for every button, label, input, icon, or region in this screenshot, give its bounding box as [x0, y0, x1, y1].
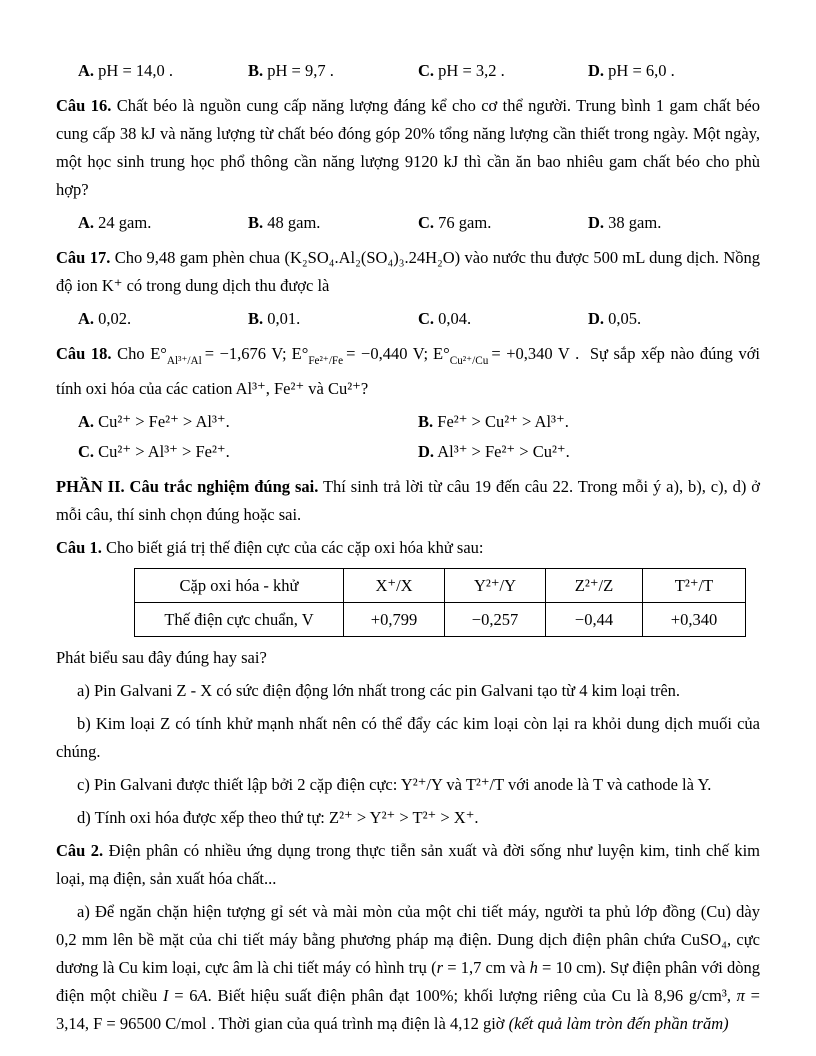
statement-a-text: . Biết hiệu suất điện phân đạt 100%; khối lượng riêng của Cu là 8,96 g/cm³,: [207, 986, 737, 1006]
question18-text: Sự sắp xếp nào đúng với tính oxi hóa của các cation Al³⁺, Fe²⁺ và Cu²⁺?: [56, 344, 761, 399]
option-a: [78, 57, 248, 85]
question17-label: Câu 17.: [56, 248, 111, 267]
option-c-text: 76 gam.: [438, 213, 492, 232]
table-value-row: [135, 603, 746, 637]
table-header-cell: Cặp oxi hóa - khử: [135, 569, 344, 603]
option-c: [418, 209, 588, 237]
table-value-cell: +0,340: [643, 603, 746, 637]
option-c-label: C.: [418, 309, 435, 328]
option-b-text: 48 gam.: [267, 213, 321, 232]
part2-question2-label: Câu 2.: [56, 841, 104, 861]
e-subscript: Al³⁺/Al: [166, 355, 202, 368]
question18-options-row-1: [56, 408, 760, 436]
statement-a-text: = 1,7 cm và: [443, 958, 530, 978]
option-b-label: B.: [248, 213, 264, 232]
part2-question2-intro: Điện phân có nhiều ứng dụng trong thực tiễn sản xuất và đời sống như luyện kim, tinh chế kim loại, mạ điện, sản xuất hóa chất...: [56, 841, 761, 889]
option-d-label: D.: [588, 213, 605, 232]
part2-header: [56, 473, 760, 529]
option-b: [418, 408, 760, 436]
statement-a-text: = 3,14, F = 96500 C/mol . Thời gian của quá trình mạ điện là 4,12 giờ: [56, 986, 760, 1034]
rounding-note: (kết quả làm tròn đến phần trăm): [508, 1014, 729, 1034]
option-d: [418, 438, 760, 466]
e-symbol: E°: [433, 344, 450, 363]
option-a-label: A.: [78, 309, 95, 328]
option-c-text: Cu²⁺ > Al³⁺ > Fe²⁺.: [98, 442, 230, 462]
part2-instructions: Thí sinh trả lời từ câu 19 đến câu 22. Trong mỗi ý a), b), c), d) ở mỗi câu, thí sinh chọn đúng hoặc sai.: [56, 477, 760, 525]
table-header-cell: X⁺/X: [344, 569, 445, 603]
option-d-label: D.: [588, 309, 605, 328]
e-subscript: Cu²⁺/Cu: [449, 355, 489, 368]
option-c-text: 0,04.: [438, 309, 472, 328]
question18-label: Câu 18.: [56, 344, 112, 363]
var-r: r: [436, 958, 444, 978]
statement-d: d) Tính oxi hóa được xếp theo thứ tự: Z²⁺ > Y²⁺ > T²⁺ > X⁺.: [77, 808, 479, 828]
option-b-text: pH = 9,7 .: [267, 61, 334, 80]
option-c-label: C.: [78, 442, 95, 462]
part2-question2: [56, 837, 760, 893]
e-value: = −0,440 V;: [346, 344, 429, 363]
part2-question2-statement-a: [56, 898, 760, 1038]
question16-options-row: [56, 209, 760, 237]
option-d-label: D.: [588, 61, 605, 80]
question17: [56, 244, 760, 300]
option-d-text: 38 gam.: [608, 213, 662, 232]
option-a: [78, 408, 418, 436]
question16-text: Chất béo là nguồn cung cấp năng lượng đáng kể cho cơ thể người. Trung bình 1 gam chất béo cung cấp 38 kJ và năng lượng từ chất béo đóng góp 20% tổng năng lượng cần thiết trong ngày. Một ngày, một học sinh trung học phổ thông cần năng lượng 9120 kJ thì cần ăn bao nhiêu gam chất béo cho phù hợp?: [56, 96, 760, 199]
option-b-label: B.: [418, 412, 434, 432]
option-a-text: Cu²⁺ > Fe²⁺ > Al³⁺.: [98, 412, 230, 432]
var-pi: π: [736, 986, 745, 1006]
option-b-text: Fe²⁺ > Cu²⁺ > Al³⁺.: [437, 412, 569, 432]
question17-options-row: [56, 305, 760, 333]
table-value-cell: −0,44: [546, 603, 643, 637]
option-d-text: 0,05.: [608, 309, 642, 328]
option-d: [588, 57, 760, 85]
unit-a: A: [197, 986, 208, 1006]
var-i: I: [163, 986, 169, 1006]
option-a-label: A.: [78, 61, 95, 80]
option-a: [78, 305, 248, 333]
option-d-text: Al³⁺ > Fe²⁺ > Cu²⁺.: [437, 442, 570, 462]
option-d-label: D.: [418, 442, 435, 462]
option-c-text: pH = 3,2 .: [438, 61, 505, 80]
standard-potential-fe: [291, 344, 429, 368]
e-value: = +0,340 V .: [491, 344, 580, 363]
option-a-text: 0,02.: [98, 309, 132, 328]
option-a: [78, 209, 248, 237]
option-d: [588, 305, 760, 333]
statement-b: b) Kim loại Z có tính khử mạnh nhất nên có thể đẩy các kim loại còn lại ra khỏi dung dịch muối của chúng.: [56, 714, 760, 762]
table-header-cell: Y²⁺/Y: [445, 569, 546, 603]
question17-text: Cho 9,48 gam phèn chua (K₂SO₄.Al₂(SO₄)₃.24H₂O) vào nước thu được 500 mL dung dịch. Nồng độ ion K⁺ có trong dung dịch thu được là: [56, 248, 761, 295]
standard-potential-cu: [433, 344, 580, 368]
option-b-text: 0,01.: [267, 309, 301, 328]
option-a-label: A.: [78, 213, 95, 232]
electrode-potential-table: [134, 568, 746, 637]
option-b: [248, 57, 418, 85]
statement-a-text: = 10 cm). Sự điện phân với dòng điện một chiều: [56, 958, 760, 1006]
option-b-label: B.: [248, 61, 264, 80]
part2-question1-question: Phát biểu sau đây đúng hay sai?: [56, 648, 267, 668]
statement-a: a) Pin Galvani Z - X có sức điện động lớn nhất trong các pin Galvani tạo từ 4 kim loại trên.: [77, 681, 681, 701]
option-c: [418, 305, 588, 333]
question16: [56, 92, 760, 204]
question16-label: Câu 16.: [56, 96, 112, 115]
option-c: [78, 438, 418, 466]
table-header-row: [135, 569, 746, 603]
option-c-label: C.: [418, 61, 435, 80]
option-d-text: pH = 6,0 .: [608, 61, 675, 80]
var-h: h: [529, 958, 538, 978]
part2-question1-intro: Cho biết giá trị thế điện cực của các cặp oxi hóa khử sau:: [105, 538, 484, 558]
statement-c: c) Pin Galvani được thiết lập bởi 2 cặp điện cực: Y²⁺/Y và T²⁺/T với anode là T và cathode là Y.: [77, 775, 712, 795]
table-header-cell: Z²⁺/Z: [546, 569, 643, 603]
option-a-text: 24 gam.: [98, 213, 152, 232]
option-a-text: pH = 14,0 .: [98, 61, 174, 80]
statement-a-text: = 6: [168, 986, 198, 1006]
option-b-label: B.: [248, 309, 264, 328]
statement-a-text: a) Để ngăn chặn hiện tượng gỉ sét và mài mòn của một chi tiết máy, người ta phủ lớp đồng (Cu) dày 0,2 mm lên bề mặt của chi tiết máy bằng phương pháp mạ điện. Dung dịch điện phân chứa CuSO₄, cực dương là Cu kim loại, cực âm là chi tiết máy có hình trụ (: [56, 902, 760, 978]
option-c-label: C.: [418, 213, 435, 232]
table-header-cell: T²⁺/T: [643, 569, 746, 603]
table-row-label: Thế điện cực chuẩn, V: [135, 603, 344, 637]
option-b: [248, 209, 418, 237]
option-c: [418, 57, 588, 85]
question18-options-row-2: [56, 438, 760, 466]
option-d: [588, 209, 760, 237]
table-value-cell: +0,799: [344, 603, 445, 637]
option-a-label: A.: [78, 412, 95, 432]
table-value-cell: −0,257: [445, 603, 546, 637]
question15-options-row: [56, 57, 760, 85]
part2-title: PHẦN II. Câu trắc nghiệm đúng sai.: [56, 477, 319, 497]
standard-potential-al: [150, 344, 287, 368]
e-symbol: E°: [150, 344, 167, 363]
question18-cho: Cho: [117, 344, 145, 363]
e-value: = −1,676 V;: [204, 344, 287, 363]
part2-question1: [56, 534, 760, 562]
e-subscript: Fe²⁺/Fe: [308, 355, 344, 368]
part2-question1-label: Câu 1.: [56, 538, 102, 558]
option-b: [248, 305, 418, 333]
e-symbol: E°: [291, 344, 309, 363]
question18: [56, 340, 760, 403]
